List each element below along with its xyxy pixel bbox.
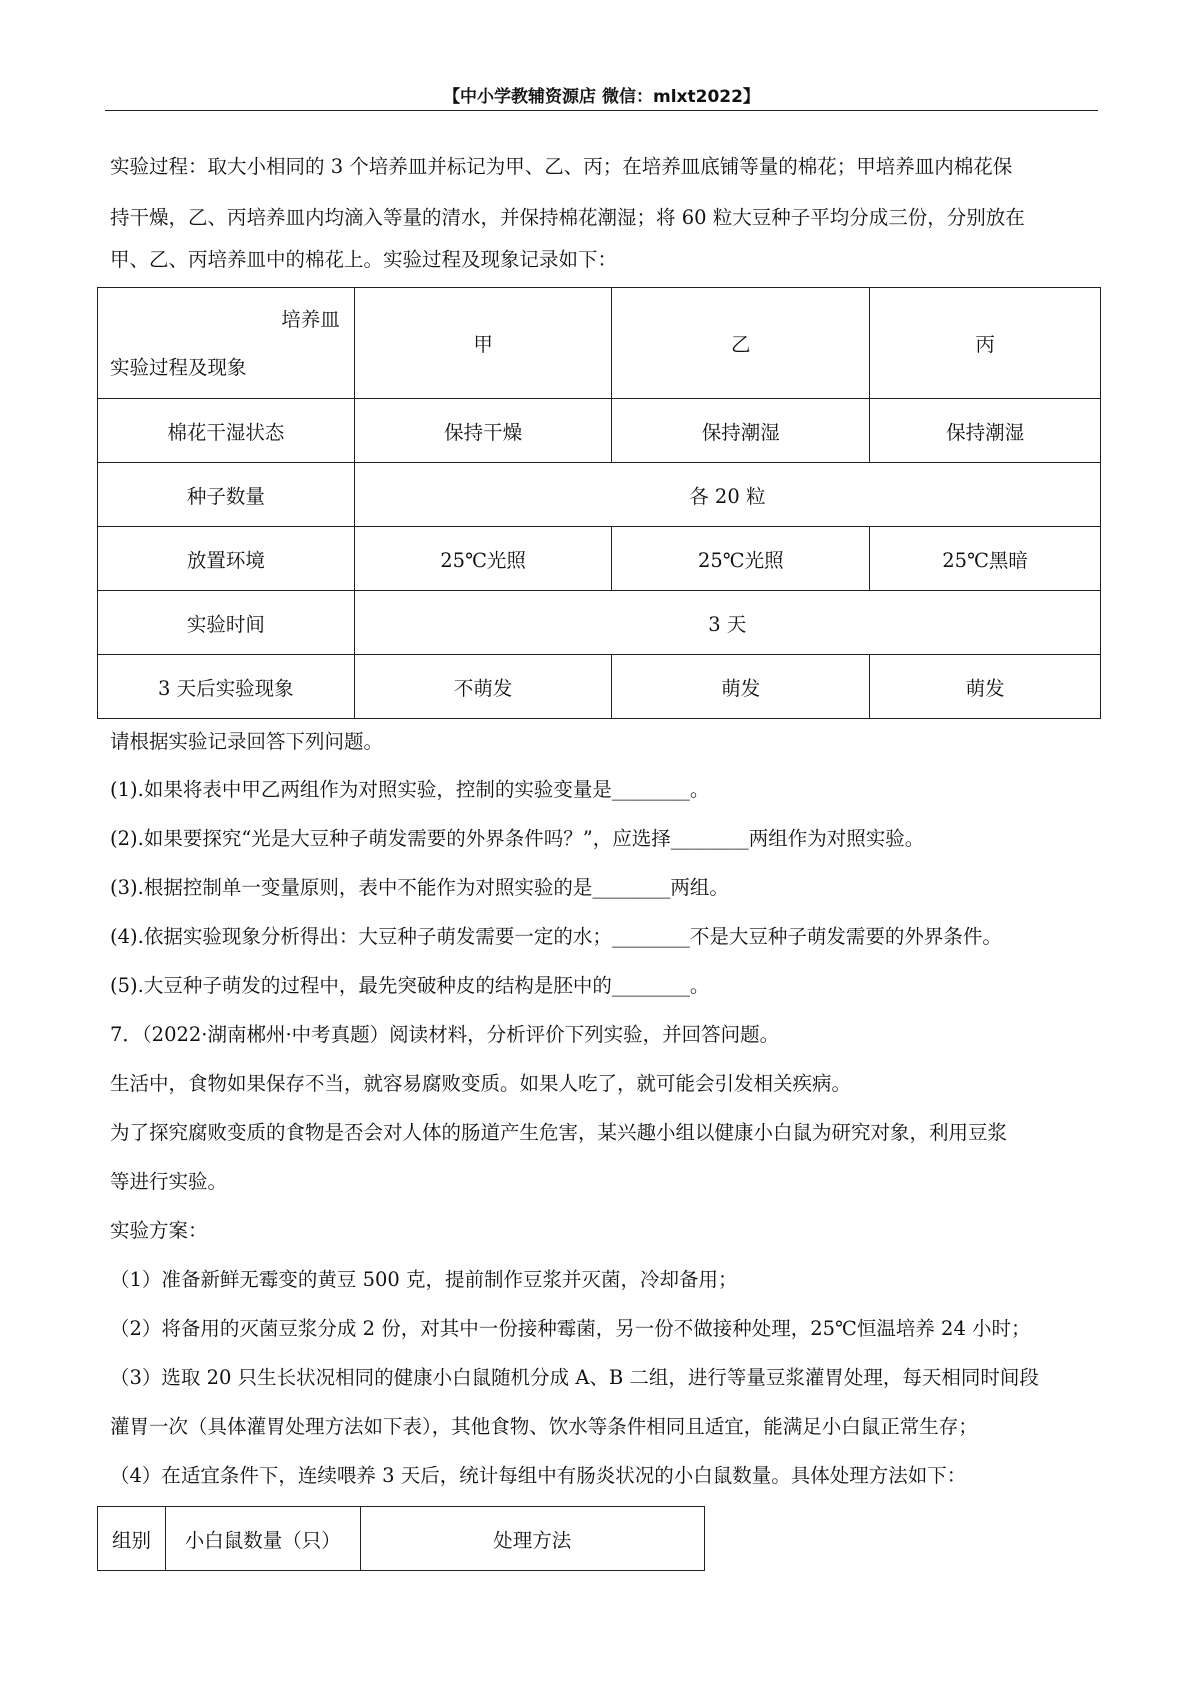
problem-7-title: 7．（2022·湖南郴州·中考真题）阅读材料，分析评价下列实验，并回答问题。 — [110, 1023, 780, 1046]
table-row — [98, 655, 1101, 719]
plan-step-3b: 灌胃一次（具体灌胃处理方法如下表），其他食物、饮水等条件相同且适宜，能满足小白鼠正常生存； — [110, 1415, 978, 1438]
col-header-jia: 甲 — [354, 288, 612, 399]
header-mouse-count: 小白鼠数量（只） — [165, 1507, 360, 1571]
table-row — [98, 463, 1101, 527]
material-paragraph-2b: 等进行实验。 — [110, 1170, 228, 1193]
header-divider — [105, 110, 1098, 111]
table-cell: 萌发 — [870, 655, 1101, 719]
plan-step-4: （4）在适宜条件下，连续喂养 3 天后，统计每组中有肠炎状况的小白鼠数量。具体处理方法如下： — [110, 1464, 967, 1487]
table-cell: 25℃光照 — [354, 527, 612, 591]
table-cell: 25℃光照 — [612, 527, 870, 591]
question-4: (4).依据实验现象分析得出：大豆种子萌发需要一定的水；________不是大豆种子萌发需要的外界条件。 — [110, 925, 1002, 948]
question-1: (1).如果将表中甲乙两组作为对照实验，控制的实验变量是________。 — [110, 778, 710, 801]
merged-cell: 3 天 — [354, 591, 1100, 655]
question-prompt: 请根据实验记录回答下列问题。 — [110, 730, 384, 753]
table-cell: 保持干燥 — [354, 399, 612, 463]
header-group: 组别 — [98, 1507, 166, 1571]
table-cell: 25℃黑暗 — [870, 527, 1101, 591]
table-row — [98, 527, 1101, 591]
intro-line-2: 持干燥，乙、丙培养皿内均滴入等量的清水，并保持棉花潮湿；将 60 粒大豆种子平均分成三份，分别放在 — [110, 206, 1025, 229]
intro-line-3: 甲、乙、丙培养皿中的棉花上。实验过程及现象记录如下： — [110, 248, 618, 271]
row-label: 种子数量 — [98, 463, 355, 527]
plan-label: 实验方案： — [110, 1219, 208, 1242]
table-header-row — [98, 288, 1101, 399]
row-label: 棉花干湿状态 — [98, 399, 355, 463]
material-paragraph-1: 生活中，食物如果保存不当，就容易腐败变质。如果人吃了，就可能会引发相关疾病。 — [110, 1072, 852, 1095]
intro-line-1: 实验过程：取大小相同的 3 个培养皿并标记为甲、乙、丙；在培养皿底铺等量的棉花；甲培养皿内棉花保 — [110, 155, 1013, 178]
question-5: (5).大豆种子萌发的过程中，最先突破种皮的结构是胚中的________。 — [110, 974, 710, 997]
merged-cell: 各 20 粒 — [354, 463, 1100, 527]
question-3: (3).根据控制单一变量原则，表中不能作为对照实验的是________两组。 — [110, 876, 729, 899]
table-cell: 不萌发 — [354, 655, 612, 719]
table-cell: 保持潮湿 — [870, 399, 1101, 463]
plan-step-1: （1）准备新鲜无霉变的黄豆 500 克，提前制作豆浆并灭菌，冷却备用； — [110, 1268, 738, 1291]
material-paragraph-2a: 为了探究腐败变质的食物是否会对人体的肠道产生危害，某兴趣小组以健康小白鼠为研究对象，利用豆浆 — [110, 1121, 1008, 1144]
col-header-yi: 乙 — [612, 288, 870, 399]
plan-step-3a: （3）选取 20 只生长状况相同的健康小白鼠随机分成 A、B 二组，进行等量豆浆灌胃处理，每天相同时间段 — [110, 1366, 1039, 1389]
row-label: 3 天后实验现象 — [98, 655, 355, 719]
table-row — [98, 591, 1101, 655]
col-header-bing: 丙 — [870, 288, 1101, 399]
table-row — [98, 399, 1101, 463]
treatment-table — [97, 1506, 705, 1571]
corner-bottom-label: 实验过程及现象 — [110, 356, 247, 379]
experiment-table — [97, 287, 1101, 719]
corner-header-cell — [98, 288, 355, 399]
corner-top-label: 培养皿 — [281, 308, 340, 331]
row-label: 实验时间 — [98, 591, 355, 655]
question-2: (2).如果要探究“光是大豆种子萌发需要的外界条件吗？”，应选择________两组作为对照实验。 — [110, 827, 925, 850]
header-treatment-method: 处理方法 — [360, 1507, 704, 1571]
table-cell: 保持潮湿 — [612, 399, 870, 463]
row-label: 放置环境 — [98, 527, 355, 591]
table-header-row — [98, 1507, 705, 1571]
plan-step-2: （2）将备用的灭菌豆浆分成 2 份，对其中一份接种霉菌，另一份不做接种处理，25℃恒温培养 24 小时； — [110, 1317, 1031, 1340]
table-cell: 萌发 — [612, 655, 870, 719]
page-header: 【中小学教辅资源店 微信：mlxt2022】 — [443, 87, 760, 107]
